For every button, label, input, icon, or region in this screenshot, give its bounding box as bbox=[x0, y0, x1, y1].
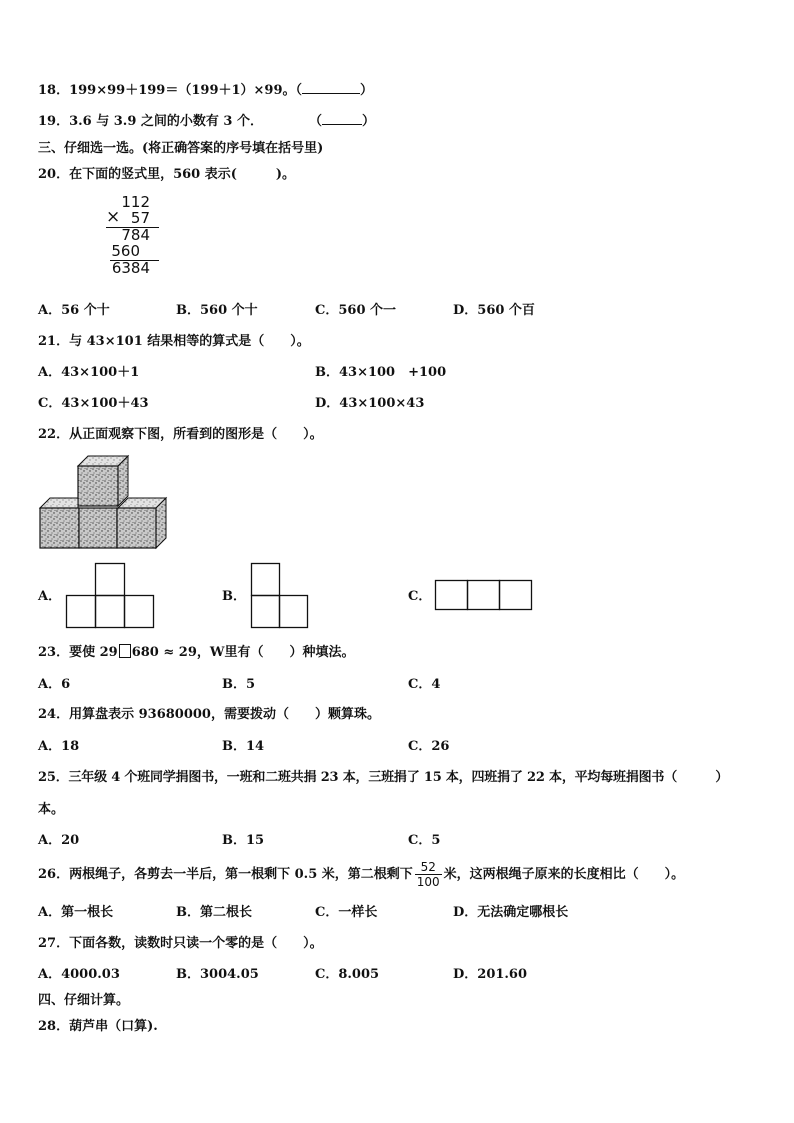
q25-option-b[interactable]: B．15 bbox=[222, 833, 265, 848]
question-26-stem bbox=[38, 858, 684, 892]
question-18-number: 18． bbox=[38, 83, 70, 98]
q22-option-a-figure[interactable] bbox=[65, 563, 155, 629]
q24-option-c[interactable]: C．26 bbox=[408, 739, 450, 754]
question-18 bbox=[38, 82, 373, 100]
section-3-heading: 三、仔细选一选。(将正确答案的序号填在括号里) bbox=[38, 141, 324, 156]
fraction-denominator: 100 bbox=[416, 875, 440, 889]
question-26-stem-before: 26．两根绳子，各剪去一半后，第一根剩下 0.5 米，第二根剩下 bbox=[38, 867, 413, 882]
question-19-paren-open: （ bbox=[309, 114, 323, 129]
calc-rule-2 bbox=[110, 260, 159, 261]
question-24-stem: 24．用算盘表示 93680000，需要拨动（ ）颗算珠。 bbox=[38, 707, 380, 722]
digit-box[interactable] bbox=[119, 644, 131, 658]
q21-option-c[interactable]: C．43×100＋43 bbox=[38, 396, 149, 411]
q23-option-c[interactable]: C．4 bbox=[408, 677, 441, 692]
q22-option-a-label[interactable]: A． bbox=[38, 589, 62, 604]
question-21-stem: 21．与 43×101 结果相等的算式是（ ）。 bbox=[38, 334, 310, 349]
q26-option-d[interactable]: D．无法确定哪根长 bbox=[453, 905, 569, 920]
q22-option-b-label[interactable]: B． bbox=[222, 589, 246, 604]
q20-option-a[interactable]: A．56 个十 bbox=[38, 303, 110, 318]
q26-option-b[interactable]: B．第二根长 bbox=[176, 905, 252, 920]
question-19 bbox=[38, 113, 375, 131]
q26-option-c[interactable]: C．一样长 bbox=[315, 905, 378, 920]
q20-option-b[interactable]: B．560 个十 bbox=[176, 303, 258, 318]
q27-option-a[interactable]: A．4000.03 bbox=[38, 967, 120, 982]
fraction-52-100 bbox=[415, 860, 442, 889]
q25-option-c[interactable]: C．5 bbox=[408, 833, 441, 848]
cube-stack-figure bbox=[38, 456, 168, 551]
calc-times-sign: × bbox=[106, 207, 121, 227]
q21-option-a[interactable]: A．43×100＋1 bbox=[38, 365, 140, 380]
vertical-multiplication bbox=[100, 194, 170, 278]
question-22-stem: 22．从正面观察下图，所看到的图形是（ ）。 bbox=[38, 427, 323, 442]
q27-option-c[interactable]: C．8.005 bbox=[315, 967, 380, 982]
question-19-paren-close: ） bbox=[362, 114, 376, 129]
answer-blank-18[interactable] bbox=[302, 82, 360, 94]
question-23-stem-after: 680 ≈ 29，W里有（ ）种填法。 bbox=[131, 645, 355, 660]
q27-option-b[interactable]: B．3004.05 bbox=[176, 967, 259, 982]
calc-result: 6384 bbox=[111, 259, 150, 277]
q24-option-b[interactable]: B．14 bbox=[222, 739, 265, 754]
question-18-text: 199×99＋199＝（199＋1）×99。（ bbox=[69, 83, 303, 98]
question-19-number: 19． bbox=[38, 114, 70, 129]
question-20-stem: 20．在下面的竖式里，560 表示( )。 bbox=[38, 167, 296, 182]
calc-rule-1 bbox=[106, 227, 159, 228]
q27-option-d[interactable]: D．201.60 bbox=[453, 967, 528, 982]
q23-option-a[interactable]: A．6 bbox=[38, 677, 71, 692]
question-19-text: 3.6 与 3.9 之间的小数有 3 个． bbox=[69, 114, 264, 129]
section-4-heading: 四、仔细计算。 bbox=[38, 993, 130, 1008]
q25-option-a[interactable]: A．20 bbox=[38, 833, 80, 848]
question-25-stem-line2: 本。 bbox=[38, 802, 65, 817]
q26-option-a[interactable]: A．第一根长 bbox=[38, 905, 114, 920]
fraction-numerator: 52 bbox=[415, 860, 442, 875]
calc-multiplicand: 112 bbox=[121, 193, 150, 211]
answer-blank-19[interactable] bbox=[322, 113, 362, 125]
question-23-stem-before: 23．要使 29 bbox=[38, 645, 118, 660]
q20-option-d[interactable]: D．560 个百 bbox=[453, 303, 535, 318]
calc-partial-1: 784 bbox=[121, 226, 150, 244]
question-27-stem: 27．下面各数，读数时只读一个零的是（ ）。 bbox=[38, 936, 323, 951]
question-23-stem bbox=[38, 644, 355, 662]
calc-multiplier: 57 bbox=[130, 209, 150, 227]
question-28-stem: 28．葫芦串（口算). bbox=[38, 1019, 158, 1034]
q24-option-a[interactable]: A．18 bbox=[38, 739, 80, 754]
q21-option-b[interactable]: B．43×100 +100 bbox=[315, 365, 447, 380]
calc-partial-2: 560 bbox=[111, 242, 140, 260]
question-26-stem-after: 米，这两根绳子原来的长度相比（ ）。 bbox=[443, 867, 685, 882]
question-25-stem-line1: 25．三年级 4 个班同学捐图书，一班和二班共捐 23 本，三班捐了 15 本，四班捐了 22 本，平均每班捐图书（ ） bbox=[38, 770, 729, 785]
q22-option-c-label[interactable]: C． bbox=[408, 589, 432, 604]
q23-option-b[interactable]: B．5 bbox=[222, 677, 256, 692]
q22-option-c-figure[interactable] bbox=[434, 579, 534, 612]
q22-option-b-figure[interactable] bbox=[250, 563, 310, 629]
q21-option-d[interactable]: D．43×100×43 bbox=[315, 396, 425, 411]
q20-option-c[interactable]: C．560 个一 bbox=[315, 303, 397, 318]
question-18-close: ） bbox=[360, 83, 374, 98]
